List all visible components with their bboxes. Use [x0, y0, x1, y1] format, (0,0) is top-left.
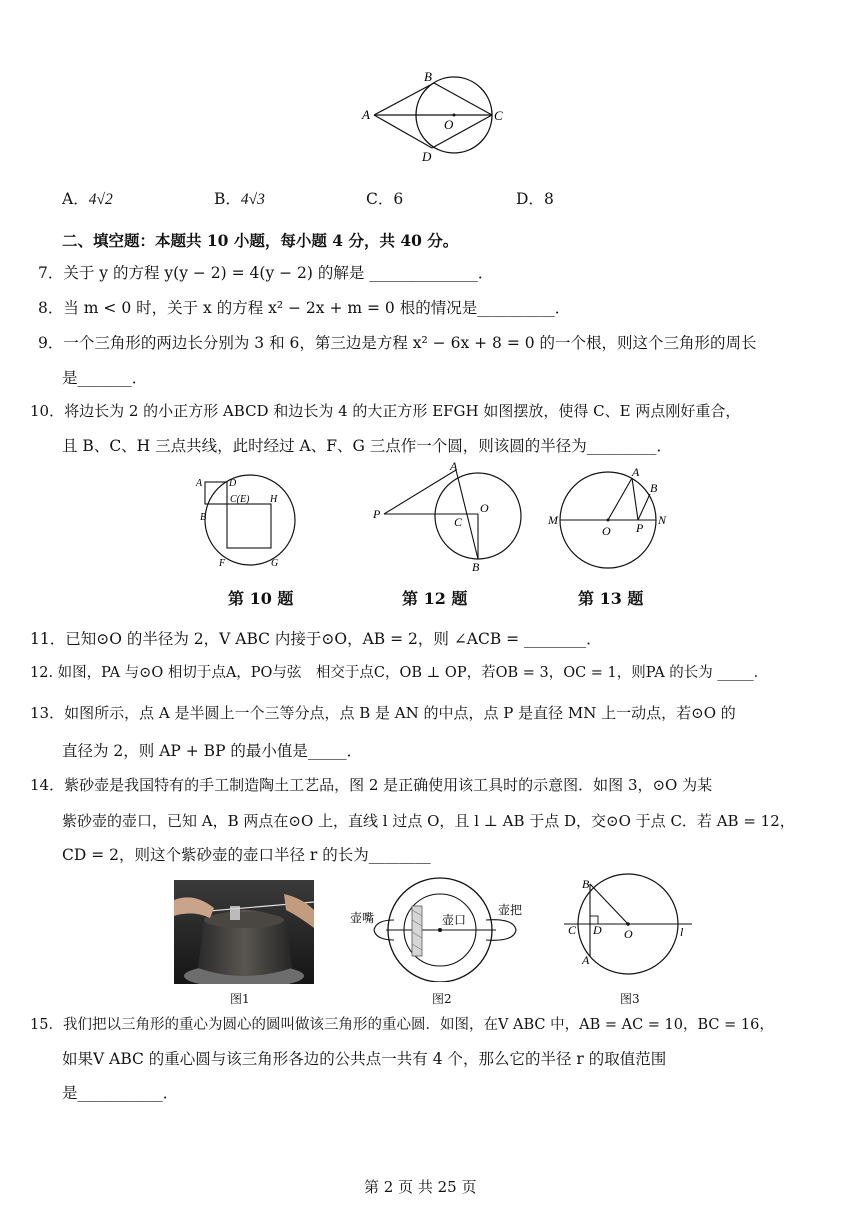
fig12-label-C: C [454, 515, 463, 529]
teapot-geometry [560, 872, 700, 982]
label-mouth: 壶口 [442, 913, 467, 927]
question-12: 12. 如图，PA 与⊙O 相切于点A，PO与弦 相交于点C，OB ⊥ OP，若OB = 3，OC = 1，则PA 的长为 _____． [30, 665, 769, 681]
fig10-label-A: A [196, 478, 203, 489]
fig13-label-P: P [636, 521, 644, 535]
label-D: D [422, 149, 432, 164]
question-14-line1: 14．紫砂壶是我国特有的手工制造陶土工艺品，图 2 是正确使用该工具时的示意图．如图 3，⊙O 为某 [30, 776, 713, 794]
caption-tfig3: 图3 [620, 992, 640, 1006]
fig10-label-F: F [219, 558, 226, 569]
figure-12 [368, 458, 528, 574]
question-14-line2: 紫砂壶的壶口，已知 A，B 两点在⊙O 上，直线 l 过点 O，且 l ⊥ AB 于点 D，交⊙O 于点 C．若 AB = 12， [62, 812, 795, 830]
section-heading: 二、填空题：本题共 10 小题，每小题 4 分，共 40 分。 [62, 231, 459, 250]
fig10-label-C: C(E) [230, 494, 250, 505]
question-9-line2: 是_______． [62, 369, 148, 387]
fig10-label-D: D [229, 478, 237, 489]
page-footer: 第 2 页 共 25 页 [364, 1178, 477, 1196]
fig13-label-B: B [650, 481, 658, 495]
question-13-line2: 直径为 2，则 AP + BP 的最小值是_____． [62, 742, 363, 760]
caption-fig10: 第 10 题 [228, 589, 294, 608]
question-10-line2: 且 B、C、H 三点共线，此时经过 A、F、G 三点作一个圆，则该圆的半径为_________． [62, 437, 673, 455]
label-A: A [362, 107, 370, 122]
label-B: B [424, 69, 432, 84]
fig12-label-P: P [373, 507, 381, 521]
fig3-label-A: A [582, 953, 590, 967]
question-8: 8．当 m < 0 时，关于 x 的方程 x² − 2x + m = 0 根的情况是__________． [38, 299, 571, 317]
caption-fig13: 第 13 题 [578, 589, 644, 608]
question-10-line1: 10．将边长为 2 的小正方形 ABCD 和边长为 4 的大正方形 EFGH 如图摆放，使得 C、E 两点刚好重合， [30, 402, 741, 420]
question-15-line1: 15．我们把以三角形的重心为圆心的圆叫做该三角形的重心圆．如图，在V ABC 中，AB = AC = 10，BC = 16， [30, 1017, 774, 1033]
caption-tfig1: 图1 [230, 992, 250, 1006]
question-15-line3: 是___________． [62, 1084, 179, 1102]
fig10-label-G: G [271, 558, 279, 569]
question-9-line1: 9．一个三角形的两边长分别为 3 和 6，第三边是方程 x² − 6x + 8 = 0 的一个根，则这个三角形的周长 [38, 334, 757, 352]
label-handle: 壶把 [498, 903, 523, 917]
question-15-line2: 如果V ABC 的重心圆与该三角形各边的公共点一共有 4 个，那么它的半径 r 的取值范围 [62, 1050, 667, 1068]
fig13-label-O: O [602, 524, 611, 538]
option-c: C．6 [366, 190, 404, 208]
question-7: 7．关于 y 的方程 y(y − 2) = 4(y − 2) 的解是 ______________． [38, 264, 494, 282]
fig13-label-N: N [658, 513, 667, 527]
fig3-label-O: O [624, 927, 633, 941]
figure-13 [546, 462, 676, 572]
caption-tfig2: 图2 [432, 992, 452, 1006]
top-figure [360, 68, 520, 168]
fig3-label-B: B [582, 877, 590, 891]
fig3-label-l: l [680, 925, 684, 939]
option-d: D．8 [516, 190, 554, 208]
question-13-line1: 13．如图所示，点 A 是半圆上一个三等分点，点 B 是 AN 的中点，点 P 是直径 MN 上一动点，若⊙O 的 [30, 704, 736, 722]
label-C: C [494, 108, 503, 123]
fig13-label-M: M [548, 513, 558, 527]
label-spout: 壶嘴 [350, 911, 375, 925]
label-O: O [444, 117, 454, 132]
fig10-label-H: H [270, 494, 278, 505]
fig3-label-C: C [568, 923, 577, 937]
fig12-label-O: O [480, 501, 489, 515]
fig10-label-B: B [200, 512, 207, 523]
option-a: A．4√2 [62, 190, 113, 208]
question-11: 11．已知⊙O 的半径为 2，V ABC 内接于⊙O，AB = 2，则 ∠ACB = ________． [30, 630, 602, 648]
caption-fig12: 第 12 题 [402, 589, 468, 608]
fig12-label-B: B [472, 560, 480, 574]
fig12-label-A: A [450, 459, 458, 473]
figure-10 [192, 470, 312, 570]
fig3-label-D: D [593, 923, 602, 937]
teapot-diagram [346, 872, 536, 982]
question-14-line3: CD = 2，则这个紫砂壶的壶口半径 r 的长为________ [62, 846, 431, 864]
option-b: B．4√3 [214, 190, 265, 208]
teapot-photo [174, 880, 314, 984]
fig13-label-A: A [632, 465, 640, 479]
